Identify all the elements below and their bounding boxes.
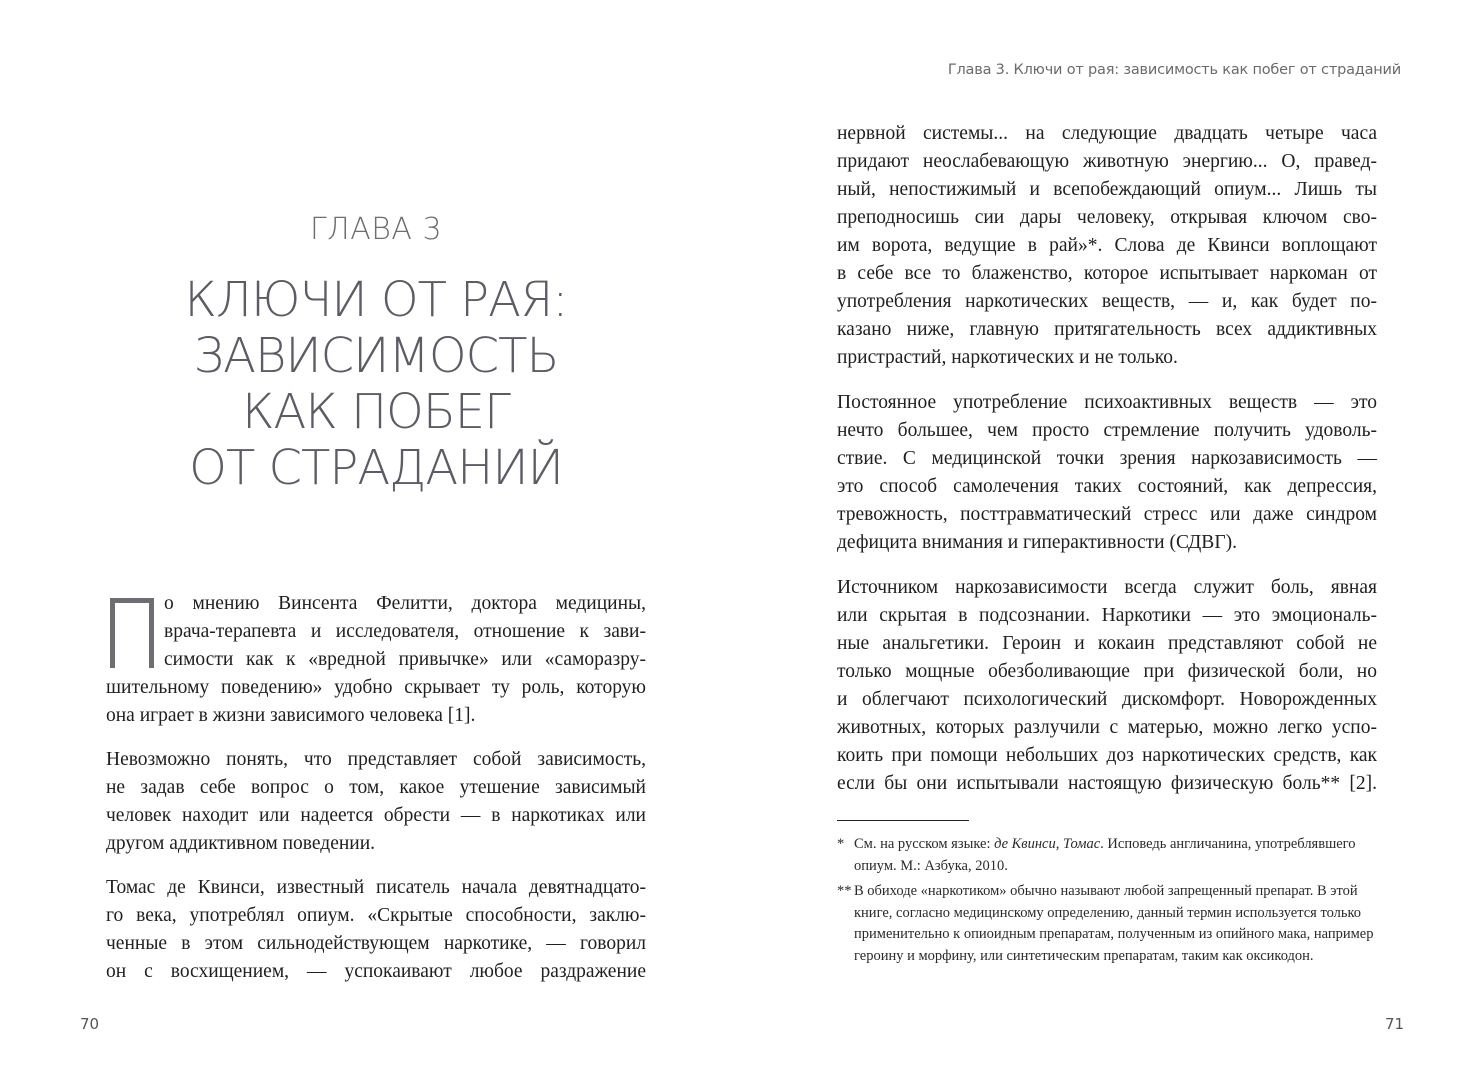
- footnote-divider: [837, 820, 969, 821]
- page-number-right: 71: [1385, 1015, 1405, 1033]
- footnote-marker: **: [837, 883, 852, 899]
- chapter-title: [106, 272, 646, 496]
- text-line: не задав себе вопрос о том, какое утешение зависимый: [106, 777, 646, 798]
- footnote-text: В обиходе «наркотиком» обычно называют любой запрещенный препарат. В этой книге, согласно медицинскому определению, данный термин используется только применительно к опиоидным препаратам, полученным из опийного мака, например героину и морфину, или синтетическим препаратам, таким как оксикодон.: [854, 883, 1374, 964]
- text-line: казано ниже, главную притягательность всех аддиктивных: [837, 319, 1377, 340]
- text-line: только мощные обезболивающие при физической боли, но: [837, 661, 1377, 682]
- text-line: Невозможно понять, что представляет собой зависимость,: [106, 749, 646, 770]
- drop-cap-letter: [110, 598, 154, 668]
- page-number-left: 70: [80, 1015, 100, 1033]
- text-line: другом аддиктивном поведении.: [106, 833, 376, 854]
- text-line: придают неослабевающую животную энергию... О, правед-: [837, 151, 1377, 172]
- footnote-text: См. на русском языке:: [854, 836, 995, 852]
- text-line: если бы они испытывали настоящую физическую боль** [2].: [837, 773, 1377, 794]
- text-line: врача-терапевта и исследователя, отношение к зави-: [164, 621, 646, 642]
- footnote-text: . Исповедь англичанина, употреблявшего опиум. М.: Азбука, 2010.: [854, 836, 1356, 874]
- text-line: ченные в этом сильнодействующем наркотике, — говорил: [106, 933, 646, 954]
- paragraph-6: [837, 574, 1377, 798]
- text-line: это способ самолечения таких состояний, как депрессия,: [837, 476, 1377, 497]
- text-line: он с восхищением, — успокаивают любое раздражение: [106, 961, 646, 982]
- text-line: коить при помощи небольших доз наркотических средств, как: [837, 745, 1377, 766]
- text-line: нервной системы... на следующие двадцать четыре часа: [837, 123, 1377, 144]
- text-line: шительному поведению» удобно скрывает ту роль, которую: [106, 677, 646, 698]
- text-line: человек находит или надеется обрести — в наркотиках или: [106, 805, 646, 826]
- text-line: ный, непостижимый и всепобеждающий опиум... Лишь ты: [837, 179, 1377, 200]
- text-line: Томас де Квинси, известный писатель начала девятнадцато-: [106, 877, 646, 898]
- footnote-1: [837, 834, 1377, 877]
- text-line: дефицита внимания и гиперактивности (СДВГ).: [837, 532, 1237, 553]
- text-line: преподносишь сии дары человеку, открывая ключом сво-: [837, 207, 1377, 228]
- text-line: пристрастий, наркотических и не только.: [837, 347, 1178, 368]
- chapter-title-line: ЗАВИСИМОСТЬ: [193, 328, 559, 384]
- paragraph-1: [106, 590, 646, 730]
- text-line: она играет в жизни зависимого человека [1].: [106, 705, 476, 726]
- running-head: Глава 3. Ключи от рая: зависимость как побег от страданий: [947, 62, 1401, 78]
- paragraph-5: [837, 389, 1377, 557]
- text-line: в себе все то блаженство, которое испытывает наркоман от: [837, 263, 1377, 284]
- footnotes: [837, 834, 1377, 967]
- text-line: тревожность, посттравматический стресс или даже синдром: [837, 504, 1377, 525]
- text-line: или скрытая в подсознании. Наркотики — это эмоциональ-: [837, 605, 1377, 626]
- text-line: животных, которых разлучили с матерью, можно легко успо-: [837, 717, 1377, 738]
- chapter-title-line: КАК ПОБЕГ: [242, 384, 510, 440]
- footnote-marker: *: [837, 836, 845, 852]
- text-line: Источником наркозависимости всегда служит боль, явная: [837, 577, 1377, 598]
- text-line: нечто большее, чем просто стремление получить удоволь-: [837, 420, 1377, 441]
- right-page: [740, 0, 1479, 1080]
- text-line: и облегчают психологический дискомфорт. Новорожденных: [837, 689, 1377, 710]
- text-line: симости как к «вредной привычке» или «саморазру-: [164, 649, 646, 670]
- text-line: ствие. С медицинской точки зрения наркозависимость —: [837, 448, 1377, 469]
- text-line: им ворота, ведущие в рай»*. Слова де Квинси воплощают: [837, 235, 1377, 256]
- chapter-title-line: КЛЮЧИ ОТ РАЯ:: [184, 272, 568, 328]
- footnote-author: де Квинси, Томас: [994, 836, 1101, 852]
- chapter-label: ГЛАВА 3: [309, 212, 443, 247]
- text-line: о мнению Винсента Фелитти, доктора медицины,: [164, 593, 646, 614]
- text-line: го века, употреблял опиум. «Скрытые способности, заклю-: [106, 905, 646, 926]
- footnote-2: [837, 881, 1377, 967]
- paragraph-2: [106, 746, 646, 858]
- text-line: употребления наркотических веществ, — и, как будет по-: [837, 291, 1377, 312]
- text-line: ные анальгетики. Героин и кокаин представляют собой не: [837, 633, 1377, 654]
- text-line: Постоянное употребление психоактивных веществ — это: [837, 392, 1377, 413]
- chapter-title-line: ОТ СТРАДАНИЙ: [189, 440, 563, 496]
- paragraph-4: [837, 120, 1377, 372]
- paragraph-3: [106, 874, 646, 986]
